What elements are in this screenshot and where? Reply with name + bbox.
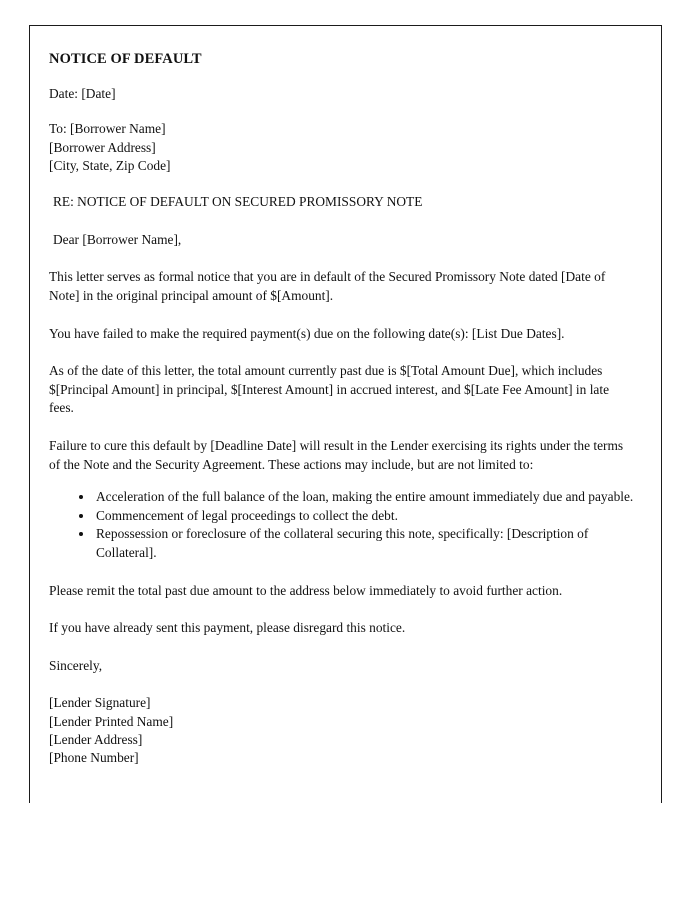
action-list xyxy=(49,474,635,562)
recipient-address-line: [Borrower Address] xyxy=(49,139,156,155)
paragraph-amounts-past-due: As of the date of this letter, the total amount currently past due is $[Total Amount Due], which includes $[Principal Amount] in principal, $[Interest Amount] in accrued interest, and $[Late Fee Amount] in late fees. xyxy=(49,363,610,416)
paragraph-cure-deadline: Failure to cure this default by [Deadline Date] will result in the Lender exercising its rights under the terms of the Note and the Security Agreement. These actions may include, but are not limited to: xyxy=(49,438,624,472)
closing-line: Sincerely, xyxy=(49,657,103,673)
signature-block xyxy=(49,675,635,768)
list-item: • Acceleration of the full balance of the loan, making the entire amount immediately due and payable. xyxy=(94,488,635,507)
page-title: NOTICE OF DEFAULT xyxy=(49,51,202,67)
recipient-city-state-zip-line: [City, State, Zip Code] xyxy=(49,158,171,174)
lender-signature-line: [Lender Signature] xyxy=(49,695,151,711)
date-line: Date: [Date] xyxy=(49,86,116,101)
document-page xyxy=(29,25,662,803)
recipient-address-block xyxy=(49,103,635,175)
recipient-name-line: To: [Borrower Name] xyxy=(49,121,166,137)
paragraph-missed-payments: You have failed to make the required payment(s) due on the following date(s): [List Due Dates]. xyxy=(49,325,565,341)
lender-address-line: [Lender Address] xyxy=(49,731,143,747)
lender-phone-line: [Phone Number] xyxy=(49,750,139,766)
subject-line: RE: NOTICE OF DEFAULT ON SECURED PROMISSORY NOTE xyxy=(53,193,423,209)
document-body xyxy=(49,26,635,768)
paragraph-remit-instruction: Please remit the total past due amount to the address below immediately to avoid further action. xyxy=(49,582,563,598)
salutation: Dear [Borrower Name], xyxy=(53,232,182,248)
lender-printed-name-line: [Lender Printed Name] xyxy=(49,713,174,729)
paragraph-notice-of-default: This letter serves as formal notice that you are in default of the Secured Promissory Note dated [Date of Note] in the original principal amount of $[Amount]. xyxy=(49,269,606,304)
paragraph-disregard-notice: If you have already sent this payment, please disregard this notice. xyxy=(49,620,406,636)
list-item: • Commencement of legal proceedings to collect the debt. xyxy=(94,507,635,526)
list-item: • Repossession or foreclosure of the collateral securing this note, specifically: [Description of Collateral]. xyxy=(94,525,635,562)
